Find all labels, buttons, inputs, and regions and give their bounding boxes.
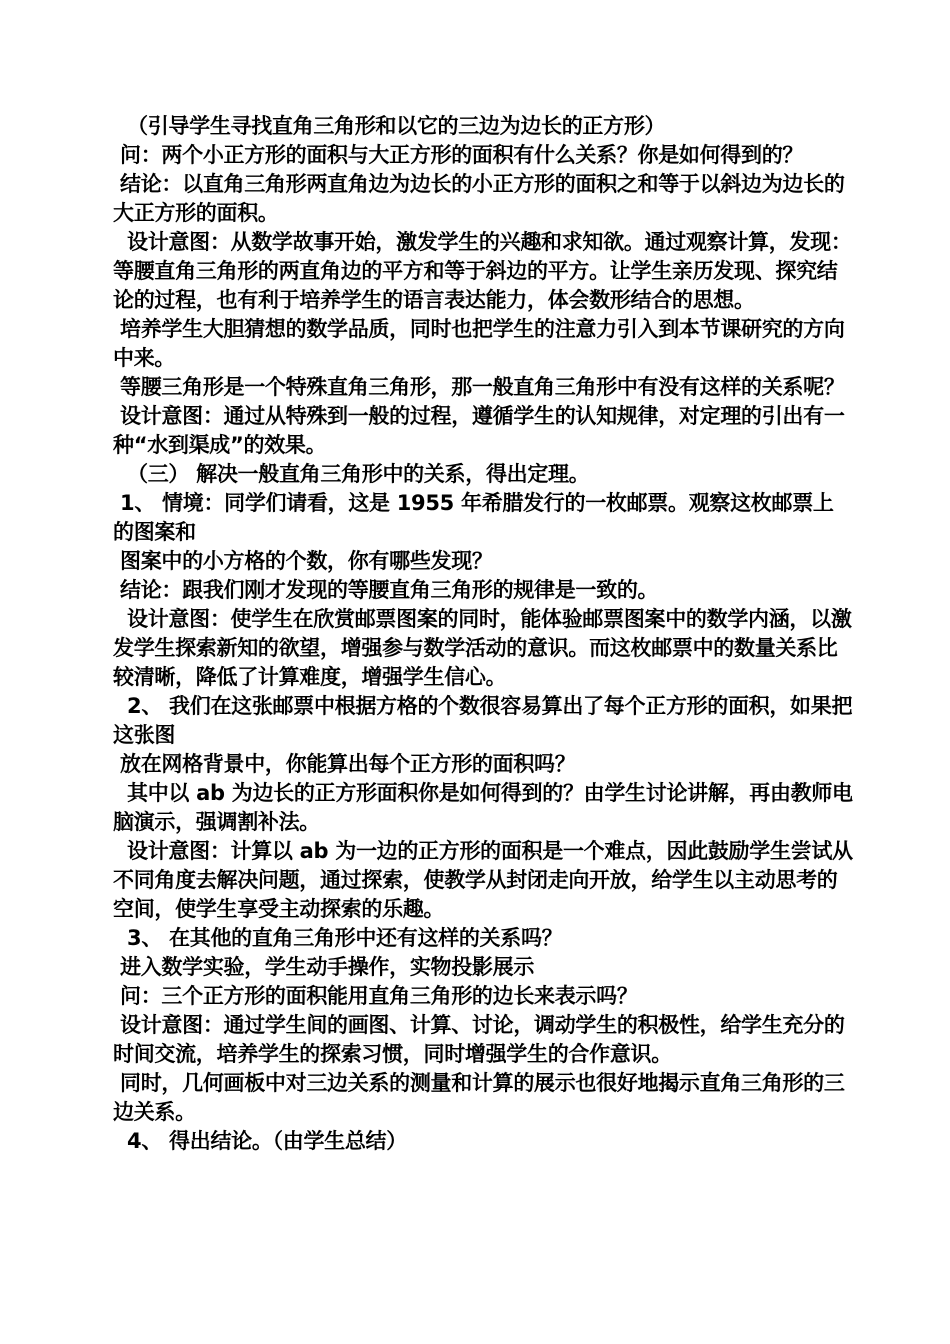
document-body: [113, 112, 853, 1156]
paragraph-step-4-conclusion: 4、 得出结论。（由学生总结）: [113, 1129, 407, 1153]
paragraph-step-1-stamp: 1、 情境：同学们请看，这是 1955 年希腊发行的一枚邮票。观察这枚邮票上的图案和: [113, 491, 834, 544]
paragraph-ab-square: 其中以 ab 为边长的正方形面积你是如何得到的？由学生讨论讲解，再由教师电脑演示，强调割补法。: [113, 781, 853, 834]
paragraph-conclusion-consistent: 结论：跟我们刚才发现的等腰直角三角形的规律是一致的。: [113, 578, 659, 602]
paragraph-design-intent-1: 设计意图：从数学故事开始，激发学生的兴趣和求知欲。通过观察计算，发现：等腰直角三角形的两直角边的平方和等于斜边的平方。让学生亲历发现、探究结论的过程，也有利于培养学生的语言表达能力，体会数形结合的思想。: [113, 230, 852, 312]
paragraph-question-area-relation: 问：两个小正方形的面积与大正方形的面积有什么关系？你是如何得到的？: [113, 143, 804, 167]
paragraph-geometry-sketchpad: 同时，几何画板中对三边关系的测量和计算的展示也很好地揭示直角三角形的三边关系。: [113, 1071, 845, 1124]
paragraph-step-3-question: 3、 在其他的直角三角形中还有这样的关系吗？: [113, 926, 563, 950]
paragraph-design-intent-4: 设计意图：计算以 ab 为一边的正方形的面积是一个难点，因此鼓励学生尝试从不同角度去解决问题，通过探索，使教学从封闭走向开放，给学生以主动思考的空间，使学生享受主动探索的乐趣。: [113, 839, 853, 921]
paragraph-step-1-grid: 图案中的小方格的个数，你有哪些发现？: [113, 549, 493, 573]
paragraph-conclusion-squares: 结论：以直角三角形两直角边为边长的小正方形的面积之和等于以斜边为边长的大正方形的面积。: [113, 172, 845, 225]
section-heading-3: （三） 解决一般直角三角形中的关系，得出定理。: [113, 462, 590, 486]
paragraph-question-three-squares: 问：三个正方形的面积能用直角三角形的边长来表示吗？: [113, 984, 638, 1008]
paragraph-design-intent-3: 设计意图：使学生在欣赏邮票图案的同时，能体验邮票图案中的数学内涵，以激发学生探索新知的欲望，增强参与数学活动的意识。而这枚邮票中的数量关系比较清晰，降低了计算难度，增强学生信心。: [113, 607, 852, 689]
paragraph-step-2-grid-background: 放在网格背景中，你能算出每个正方形的面积吗？: [113, 752, 576, 776]
paragraph-isosceles-question: 等腰三角形是一个特殊直角三角形，那一般直角三角形中有没有这样的关系呢？: [113, 375, 845, 399]
paragraph-design-intent-2: 设计意图：通过从特殊到一般的过程，遵循学生的认知规律，对定理的引出有一种“水到渠成”的效果。: [113, 404, 845, 457]
paragraph-design-intent-5: 设计意图：通过学生间的画图、计算、讨论，调动学生的积极性，给学生充分的时间交流，培养学生的探索习惯，同时增强学生的合作意识。: [113, 1013, 845, 1066]
paragraph-intro-guide: （引导学生寻找直角三角形和以它的三边为边长的正方形）: [113, 114, 666, 138]
paragraph-step-2-area: 2、 我们在这张邮票中根据方格的个数很容易算出了每个正方形的面积，如果把这张图: [113, 694, 853, 747]
paragraph-guess-quality: 培养学生大胆猜想的数学品质，同时也把学生的注意力引入到本节课研究的方向中来。: [113, 317, 845, 370]
paragraph-math-experiment: 进入数学实验，学生动手操作，实物投影展示: [113, 955, 535, 979]
